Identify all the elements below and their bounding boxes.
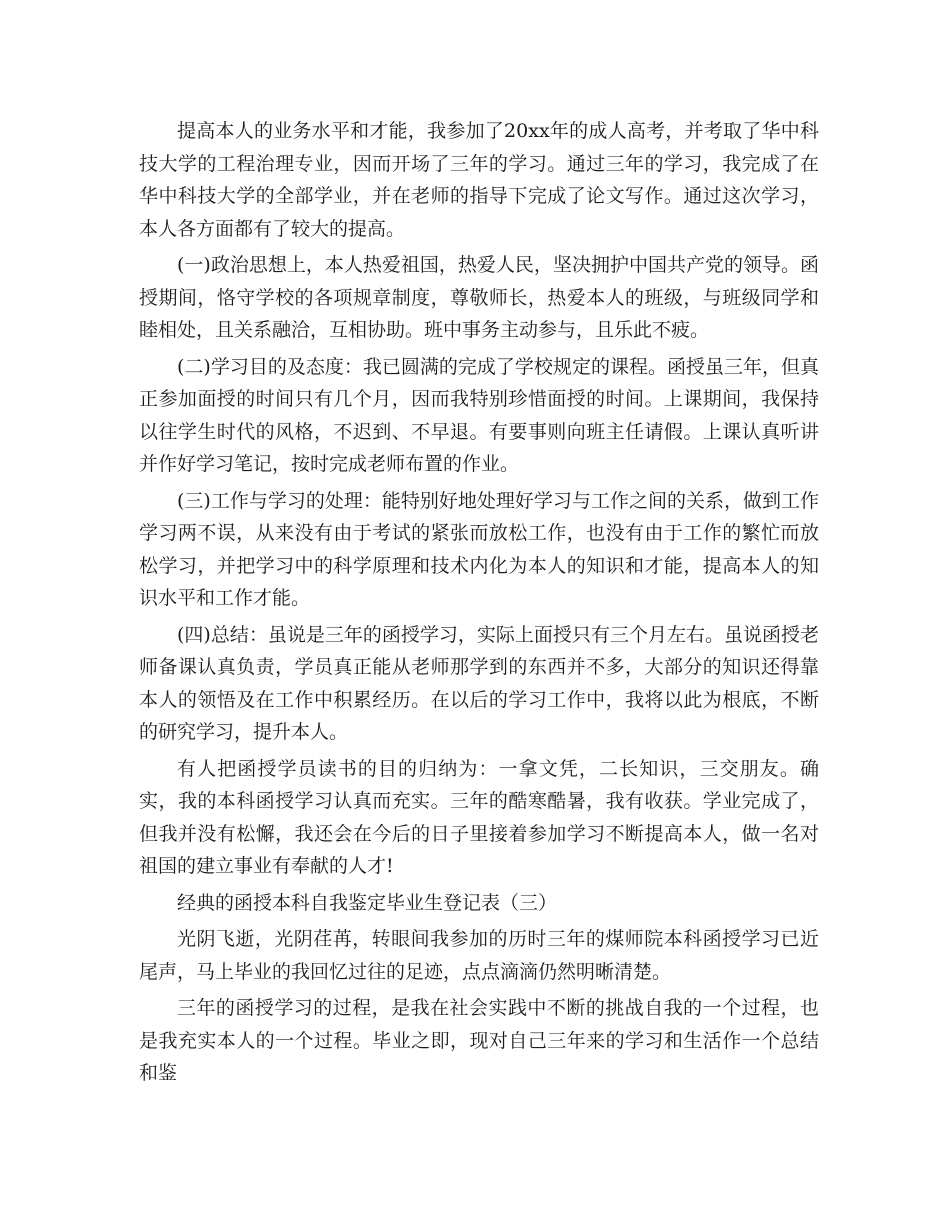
paragraph-time-flies: 光阴飞逝，光阴荏苒，转眼间我参加的历时三年的煤师院本科函授学习已近尾声，马上毕业的我回忆过往的足迹，点点滴滴仍然明晰清楚。 bbox=[139, 928, 819, 983]
document-body bbox=[139, 115, 819, 1094]
paragraph-work-study: (三)工作与学习的处理：能特别好地处理好学习与工作之间的关系，做到工作学习两不误，从来没有由于考试的紧张而放松工作，也没有由于工作的繁忙而放松学习，并把学习中的科学原理和技术内化为本人的知识和才能，提高本人的知识水平和工作才能。 bbox=[139, 489, 819, 609]
paragraph-intro: 提高本人的业务水平和才能，我参加了20xx年的成人高考，并考取了华中科技大学的工程治理专业，因而开场了三年的学习。通过三年的学习，我完成了在华中科技大学的全部学业，并在老师的指导下完成了论文写作。通过这次学习，本人各方面都有了较大的提高。 bbox=[139, 120, 819, 240]
section-heading: 经典的函授本科自我鉴定毕业生登记表（三） bbox=[177, 891, 558, 914]
paragraph-conclusion: 有人把函授学员读书的目的归纳为：一拿文凭，二长知识，三交朋友。确实，我的本科函授学习认真而充实。三年的酷寒酷暑，我有收获。学业完成了，但我并没有松懈，我还会在今后的日子里接着参加学习不断提高本人，做一名对祖国的建立事业有奉献的人才! bbox=[139, 757, 819, 877]
paragraph-political: (一)政治思想上，本人热爱祖国，热爱人民，坚决拥护中国共产党的领导。函授期间，恪守学校的各项规章制度，尊敬师长，热爱本人的班级，与班级同学和睦相处，且关系融洽，互相协助。班中事务主动参与，且乐此不疲。 bbox=[139, 254, 819, 341]
paragraph-three-years: 三年的函授学习的过程，是我在社会实践中不断的挑战自我的一个过程，也是我充实本人的一个过程。毕业之即，现对自己三年来的学习和生活作一个总结和鉴 bbox=[139, 997, 819, 1084]
paragraph-summary: (四)总结：虽说是三年的函授学习，实际上面授只有三个月左右。虽说函授老师备课认真负责，学员真正能从老师那学到的东西并不多，大部分的知识还得靠本人的领悟及在工作中积累经历。在以后的学习工作中，我将以此为根底，不断的研究学习，提升本人。 bbox=[139, 623, 819, 743]
paragraph-study-attitude: (二)学习目的及态度：我已圆满的完成了学校规定的课程。函授虽三年，但真正参加面授的时间只有几个月，因而我特别珍惜面授的时间。上课期间，我保持以往学生时代的风格，不迟到、不早退。有要事则向班主任请假。上课认真听讲并作好学习笔记，按时完成老师布置的作业。 bbox=[139, 355, 819, 475]
